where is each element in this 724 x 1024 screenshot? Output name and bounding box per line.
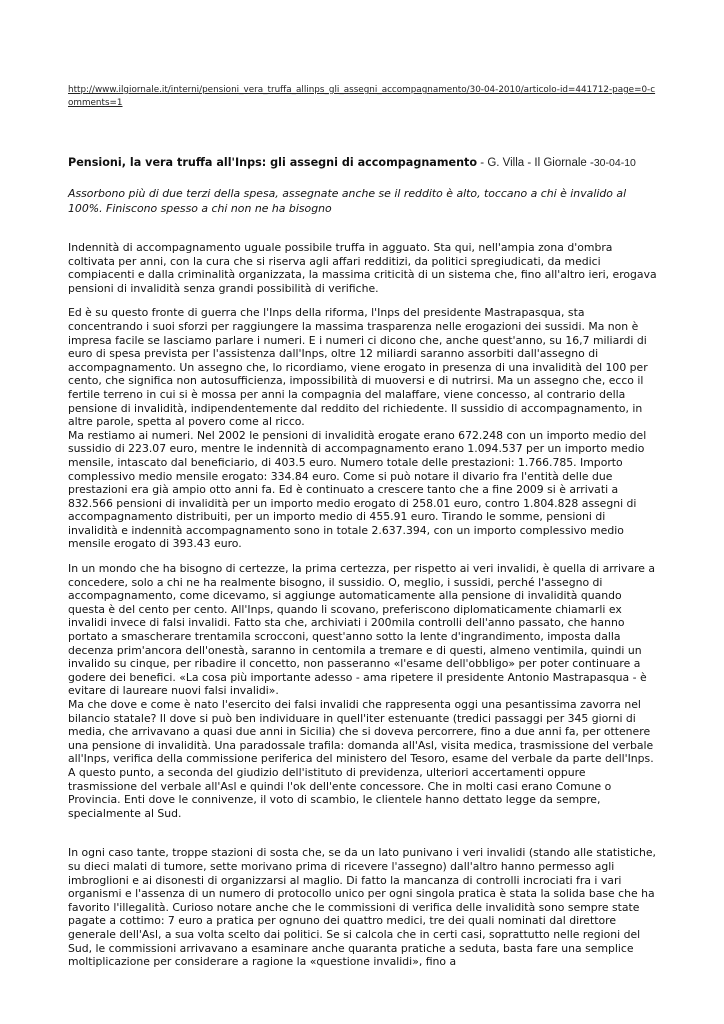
article-byline: - G. Villa - Il Giornale - — [477, 157, 594, 169]
paragraph-3: Ma restiamo ai numeri. Nel 2002 le pensioni di invalidità erogate erano 672.248 con un importo medio del sussidio di 223.07 euro, mentre le indennità di accompagnamento erano 1.094.537 per un importo medio mensile, intascato dal beneficiario, di 403.5 euro. Numero totale delle prestazioni: 1.766.785. Importo complessivo medio mensile erogato: 334.84 euro. Come si può notare il divario fra l'entità delle due prestazioni era già ampio otto anni fa. Ed è continuato a crescere tanto che a fine 2009 si è arrivati a 832.566 pensioni di invalidità per un importo medio erogato di 258.01 euro, contro 1.804.828 assegni di accompagnamento distribuiti, per un importo medio di 455.91 euro. Tirando le somme, pensioni di invalidità e indennità accompagnamento sono in totale 2.637.394, con un importo complessivo medio mensile erogato di 393.43 euro. — [68, 428, 647, 551]
paragraph-1: Indennità di accompagnamento uguale possibile truffa in agguato. Sta qui, nell'ampia zona d'ombra coltivata per anni, con la cura che si riserva agli affari redditizi, da politici spregiudicati, da medici compiacenti e dalla criminalità organizzata, la massima criticità di un sistema che, fino all'altro ieri, erogava pensioni di invalidità senza grandi possibilità di verifiche. — [68, 241, 657, 295]
article-date: 30-04-10 — [593, 157, 636, 169]
source-url-link[interactable]: http://www.ilgiornale.it/interni/pensioni_vera_truffa_allinps_gli_assegni_accompagnamento/30-04-2010/articolo-id=441712-page=0-comments=1 — [68, 85, 656, 108]
paragraph-6: In ogni caso tante, troppe stazioni di sosta che, se da un lato punivano i veri invalidi (stando alle statistiche, su dieci malati di tumore, sette morivano prima di ricevere l'assegno) dall'altro hanno permesso agli imbroglioni e ai disonesti di organizzarsi al maglio. Di fatto la mancanza di controlli incrociati fra i vari organismi e l'assenza di un numero di protocollo unico per ogni singola pratica è stata la solida base che ha favorito l'illegalità. Curioso notare anche che le commissioni di verifica delle invalidità sono sempre state pagate a cottimo: 7 euro a pratica per ognuno dei quattro medici, tre dei quali nominati dal direttore generale dell'Asl, a sua volta scelto dai politici. Se si calcola che in certi casi, soprattutto nelle regioni del Sud, le commissioni arrivavano a esaminare anche quaranta pratiche a seduta, basta fare una semplice moltiplicazione per considerare a ragione la «questione invalidi», fino a — [68, 846, 656, 969]
article-headline — [68, 155, 668, 171]
paragraph-2: Ed è su questo fronte di guerra che l'Inps della riforma, l'Inps del presidente Mastrapasqua, sta concentrando i suoi sforzi per raggiungere la massima trasparenza nelle erogazioni dei sussidi. Ma non è impresa facile se lasciamo parlare i numeri. E i numeri ci dicono che, anche quest'anno, su 16,7 miliardi di euro di spesa prevista per l'assistenza dall'Inps, oltre 12 miliardi saranno assorbiti dall'assegno di accompagnamento. Un assegno che, lo ricordiamo, viene erogato in presenza di una invalidità del 100 per cento, che significa non autosufficienza, impossibilità di muoversi e di nutrirsi. Ma un assegno che, ecco il fertile terreno in cui si è mossa per anni la compagnia del malaffare, viene concesso, al contrario della pensione di invalidità, indipendentemente dal reddito del richiedente. Il sussidio di accompagnamento, in altre parole, spetta al povero come al ricco. — [68, 306, 648, 429]
paragraph-5: Ma che dove e come è nato l'esercito dei falsi invalidi che rappresenta oggi una pesantissima zavorra nel bilancio statale? Il dove si può ben individuare in quell'iter estenuante (tredici passaggi per 345 giorni di media, che arrivavano a quasi due anni in Sicilia) che si doveva percorrere, fino a due anni fa, per ottenere una pensione di invalidità. Una paradossale trafila: domanda all'Asl, visita medica, trasmissione del verbale all'Inps, verifica della commissione periferica del ministero del Tesoro, esame del verbale da parte dell'Inps. A questo punto, a seconda del giudizio dell'istituto di previdenza, ulteriori accertamenti oppure trasmissione del verbale all'Asl e quindi l'ok dell'ente concessore. Che in molti casi erano Comune o Provincia. Enti dove le connivenze, il voto di scambio, le clientele hanno dettato legge da sempre, specialmente al Sud. — [68, 698, 654, 820]
article-title: Pensioni, la vera truffa all'Inps: gli assegni di accompagnamento — [68, 156, 478, 169]
article-standfirst: Assorbono più di due terzi della spesa, assegnate anche se il reddito è alto, toccano a chi è invalido al 100%. Finiscono spesso a chi non ne ha bisogno — [68, 187, 627, 215]
article-body — [68, 241, 658, 969]
paragraph-4: In un mondo che ha bisogno di certezze, la prima certezza, per rispetto ai veri invalidi, è quella di arrivare a concedere, solo a chi ne ha realmente bisogno, il sussidio. O, meglio, i sussidi, perché l'assegno di accompagnamento, come dicevamo, si aggiunge automaticamente alla pensione di invalidità quando questa è del cento per cento. All'Inps, quando li scovano, preferiscono diplomaticamente chiamarli ex invalidi invece di falsi invalidi. Fatto sta che, archiviati i 200mila controlli dell'anno passato, che hanno portato a smascherare trentamila scrocconi, quest'anno sotto la lente d'ingrandimento, imposta dalla decenza prim'ancora dell'onestà, saranno in centomila a tremare e di questi, almeno ventimila, quindi un invalido su cinque, per ribadire il concetto, non passeranno «l'esame dell'obbligo» per poter continuare a godere dei benefici. «La cosa più importante adesso - ama ripetere il presidente Antonio Mastrapasqua - è evitare di laureare nuovi falsi invalidi». — [68, 562, 656, 698]
